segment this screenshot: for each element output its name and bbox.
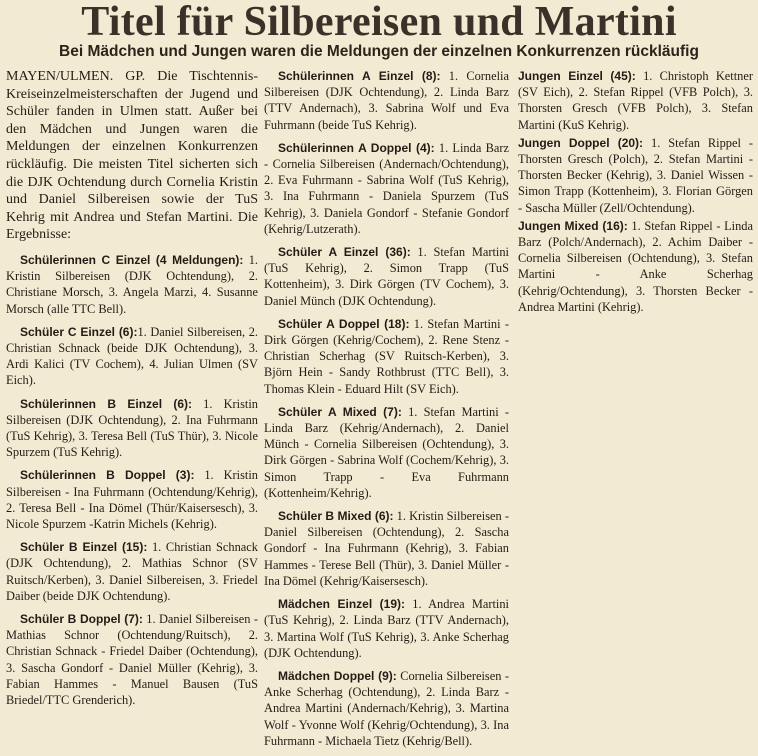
result-entry [264,404,509,501]
intro-text: Die Tischtennis-Kreiseinzelmeisterschaften der Jugend und Schüler fanden in Ulmen statt. Außer bei den Mädchen und Jungen waren die Meldungen der einzelnen Konkurrenzen rückläufig. Die meisten Titel sicherten sich die DJK Ochtendung durch Cornelia Kristin und Daniel Silbereisen sowie der TuS Kehrig mit Andrea und Stefan Martini. Die Ergebnisse: [6,69,258,243]
headline: Titel für Silbereisen und Martini [81,0,677,45]
column-1 [6,68,258,715]
category-label: Schülerinnen B Einzel (6): [20,396,193,411]
result-entry [6,611,258,708]
dateline: MAYEN/ULMEN. GP. [6,69,146,84]
result-text: 1. Andrea Martini (TuS Kehrig), 2. Linda Barz (TTV Andernach), 3. Martina Wolf (TuS Kehrig), 3. Anke Scherhag (DJK Ochtendung). [264,597,509,660]
category-label: Jungen Einzel (45): [518,69,636,83]
result-entry [264,316,509,397]
result-entry [264,668,509,749]
result-entry [264,596,509,661]
category-label: Schüler A Einzel (36): [278,245,411,260]
result-entry [264,244,509,309]
result-text: 1. Kristin Silbereisen - Ina Fuhrmann (Ochtendung/Kehrig), 2. Teresa Bell - Ina Dömel (Thür/Kaisersesch), 3. Nicole Spurzem -Katrin Michels (Kehrig). [6,468,258,531]
column-2 [264,68,509,756]
result-entry [6,396,258,461]
category-label: Schülerinnen B Doppel (3): [20,468,195,483]
category-label: Mädchen Doppel (9): [278,668,397,683]
result-text: 1. Stefan Rippel - Thorsten Gresch (Polch), 2. Stefan Martini - Thorsten Becker (Kehrig), 3. Daniel Wissen - Simon Trapp (Kottenheim), 3. Florian Görgen - Sascha Müller (Zell/Ochtendung). [518,135,753,215]
result-text: 1. Kristin Silbereisen (DJK Ochtendung), 2. Ina Fuhrmann (TuS Kehrig), 3. Teresa Bell (TuS Thür), 3. Nicole Spurzem (TuS Kehrig). [6,396,258,460]
result-text: 1. Linda Barz - Cornelia Silbereisen (Andernach/Ochtendung), 2. Eva Fuhrmann - Sabrina Wolf (TuS Kehrig), 3. Ina Fuhrmann - Daniela Spurzem (TuS Kehrig), 3. Daniela Gondorf - Stefanie Gondorf (Kehrig/Lutzerath). [264,140,509,236]
category-label: Schüler B Mixed (6): [278,509,394,524]
result-text: 1. Christoph Kettner (SV Eich), 2. Stefan Rippel (VFB Polch), 3. Thorsten Gresch (VFB Polch), 3. Stefan Martini (KuS Kehrig). [518,69,753,132]
result-text: 1. Stefan Martini - Dirk Görgen (Kehrig/Cochem), 2. Rene Stenz - Christian Scherhag (SV Ruitsch-Kerben), 3. Björn Hein - Sandy Rothbrust (TTC Bell), 3. Thomas Klein - Eduard Hilt (SV Eich). [264,316,509,396]
category-label: Mädchen Einzel (19): [278,597,405,612]
result-entry [518,68,753,133]
result-entry [264,68,509,133]
column-3 [518,68,753,317]
category-label: Schüler B Einzel (15): [20,540,148,555]
result-text: Cornelia Silbereisen - Anke Scherhag (Ochtendung), 2. Linda Barz - Andrea Martini (Andernach/Kehrig), 3. Martina Wolf - Yvonne Wolf (Kehrig/Ochtendung), 3. Ina Fuhrmann - Michaela Tietz (Kehrig/Bell). [264,668,509,748]
result-text: 1. Daniel Silbereisen, 2. Christian Schnack (beide DJK Ochtendung), 3. Ardi Kalici (TV Cochem), 4. Julian Ulmen (SV Eich). [6,324,258,388]
result-text: 1. Christian Schnack (DJK Ochtendung), 2. Mathias Schnor (SV Ruitsch/Kerben), 3. Daniel Silbereisen, 3. Friedel Daiber (beide DJK Ochtendung). [6,540,258,603]
result-text: 1. Stefan Rippel - Linda Barz (Polch/Andernach), 2. Achim Daiber - Cornelia Silbereisen (Ochtendung), 3. Stefan Martini - Anke Scherhag (Kehrig/Ochtendung), 3. Thorsten Becker - Andrea Martini (Kehrig). [518,218,753,314]
category-label: Schüler C Einzel (6): [20,324,138,339]
category-label: Schülerinnen C Einzel (4 Meldungen): [20,252,244,267]
category-label: Schülerinnen A Einzel (8): [278,69,441,83]
result-entry [6,252,258,317]
result-text: 1. Kristin Silbereisen (DJK Ochtendung), 2. Christiane Morsch, 3. Angela Marzi, 4. Susanne Morsch (alle TTC Bell). [6,252,258,316]
result-entry [6,467,258,532]
category-label: Schüler A Mixed (7): [278,404,402,419]
result-entry [518,135,753,216]
result-entry [6,324,258,389]
result-entry [518,218,753,315]
result-entry [6,539,258,604]
result-text: 1. Cornelia Silbereisen (DJK Ochtendung), 2. Linda Barz (TTV Andernach), 3. Sabrina Wolf und Eva Fuhrmann (beide TuS Kehrig). [264,69,509,132]
result-entry [264,140,509,237]
subheadline: Bei Mädchen und Jungen waren die Meldungen der einzelnen Konkurrenzen rückläufig [59,43,699,60]
result-text: 1. Daniel Silbereisen - Mathias Schnor (Ochtendung/Ruitsch), 2. Christian Schnack - Friedel Daiber (Ochtendung), 3. Sascha Gondorf - Daniel Müller (Kehrig), 3. Fabian Hammes - Manuel Bausen (TuS Briedel/TTC Grenderich). [6,612,258,708]
category-label: Schülerinnen A Doppel (4): [278,140,435,155]
result-entry [264,508,509,589]
category-label: Jungen Mixed (16): [518,218,628,233]
category-label: Schüler A Doppel (18): [278,316,410,331]
intro-paragraph [6,68,258,244]
result-text: 1. Stefan Martini - Linda Barz (Kehrig/Andernach), 2. Daniel Münch - Cornelia Silbereisen (Ochtendung), 3. Dirk Görgen - Sabrina Wolf (Cochem/Kehrig), 3. Simon Trapp - Eva Fuhrmann (Kottenheim/Kehrig). [264,404,509,500]
result-text: 1. Kristin Silbereisen - Daniel Silbereisen (Ochtendung), 2. Sascha Gondorf - Ina Fuhrmann (Kehrig), 3. Fabian Hammes - Terese Bell (Thür), 3. Daniel Müller - Ina Dömel (Kehrig/Kaisersesch). [264,509,509,588]
result-text: 1. Stefan Martini (TuS Kehrig), 2. Simon Trapp (TuS Kottenheim), 3. Dirk Görgen (TV Cochem), 3. Daniel Münch (DJK Ochtendung). [264,245,509,308]
category-label: Schüler B Doppel (7): [20,612,143,626]
category-label: Jungen Doppel (20): [518,135,644,150]
